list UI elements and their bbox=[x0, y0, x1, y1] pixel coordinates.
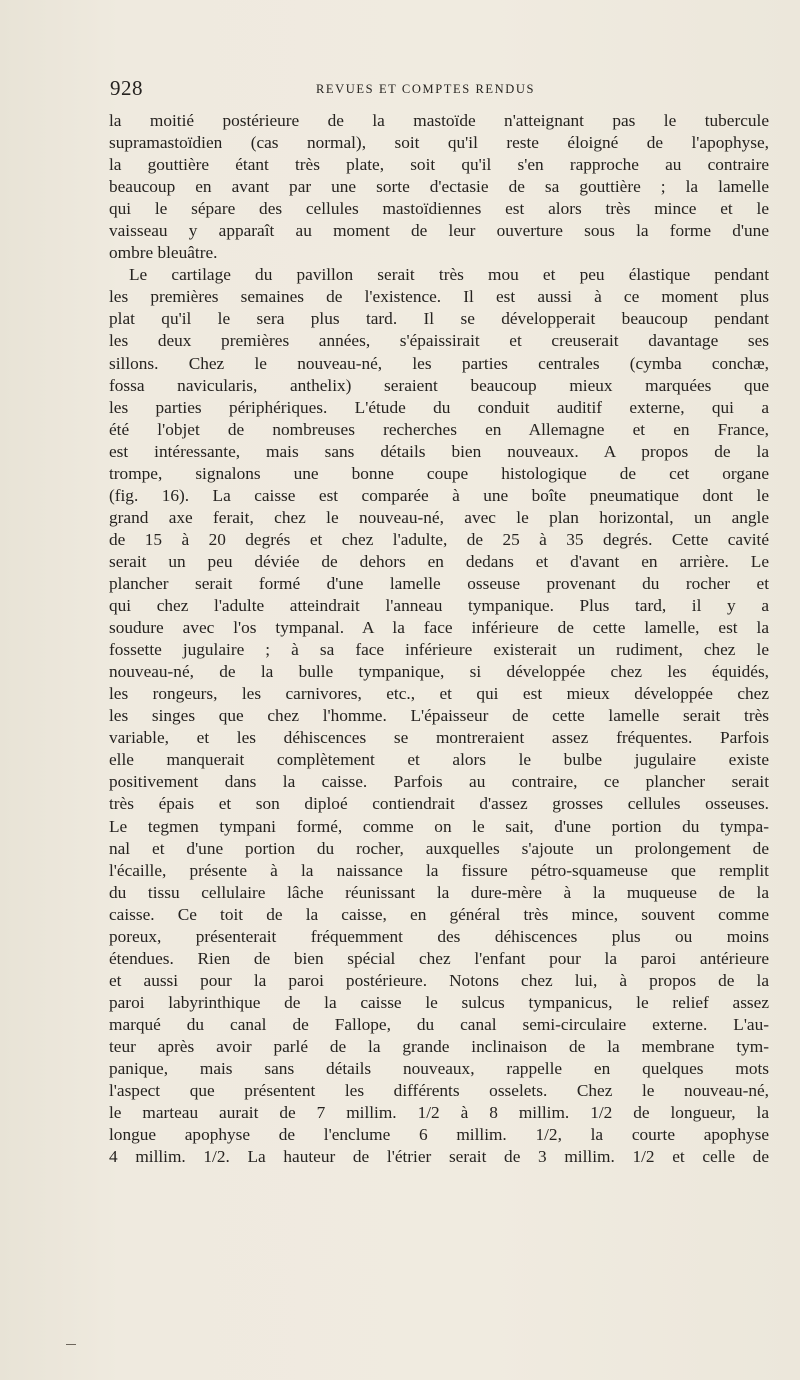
text-line: vaisseau y apparaît au moment de leur ouverture sous la forme d'une bbox=[109, 221, 769, 241]
page-header bbox=[110, 76, 770, 106]
text-line: poreux, présenterait fréquemment des déhiscences plus ou moins bbox=[109, 926, 769, 946]
text-line: panique, mais sans détails nouveaux, rappelle en quelques mots bbox=[109, 1059, 769, 1079]
text-line: beaucoup en avant par une sorte d'ectasie de sa gouttière ; la lamelle bbox=[109, 177, 769, 197]
text-line: qui chez l'adulte atteindrait l'anneau tympanique. Plus tard, il y a bbox=[109, 596, 769, 616]
text-line: nal et d'une portion du rocher, auxquelles s'ajoute un prolongement de bbox=[109, 838, 769, 858]
text-line: les parties périphériques. L'étude du conduit auditif externe, qui a bbox=[109, 397, 769, 417]
text-line: l'écaille, présente à la naissance la fissure pétro-squameuse que remplit bbox=[109, 860, 769, 880]
text-line: la gouttière étant très plate, soit qu'il s'en rapproche au contraire bbox=[109, 155, 769, 175]
text-line: les deux premières années, s'épaissirait et creuserait davantage ses bbox=[109, 331, 769, 351]
text-line: soudure avec l'os tympanal. A la face inférieure de cette lamelle, est la bbox=[109, 618, 769, 638]
text-line: l'aspect que présentent les différents osselets. Chez le nouveau-né, bbox=[109, 1081, 769, 1101]
text-line: longue apophyse de l'enclume 6 millim. 1/2, la courte apophyse bbox=[109, 1125, 769, 1145]
text-line: trompe, signalons une bonne coupe histologique de cet organe bbox=[109, 463, 769, 483]
text-line: fossette jugulaire ; à sa face inférieure existerait un rudiment, chez le bbox=[109, 640, 769, 660]
text-line: et aussi pour la paroi postérieure. Notons chez lui, à propos de la bbox=[109, 970, 769, 990]
text-line: est intéressante, mais sans détails bien nouveaux. A propos de la bbox=[109, 441, 769, 461]
text-line: le marteau aurait de 7 millim. 1/2 à 8 millim. 1/2 de longueur, la bbox=[109, 1103, 769, 1123]
text-line: paroi labyrinthique de la caisse le sulcus tympanicus, le relief assez bbox=[109, 992, 769, 1012]
text-line: (fig. 16). La caisse est comparée à une boîte pneumatique dont le bbox=[109, 485, 769, 505]
text-line: fossa navicularis, anthelix) seraient beaucoup mieux marquées que bbox=[109, 375, 769, 395]
text-line: nouveau-né, de la bulle tympanique, si développée chez les équidés, bbox=[109, 662, 769, 682]
text-line: de 15 à 20 degrés et chez l'adulte, de 25 à 35 degrés. Cette cavité bbox=[109, 529, 769, 549]
text-line: marqué du canal de Fallope, du canal semi-circulaire externe. L'au- bbox=[109, 1014, 769, 1034]
text-line: serait un peu déviée de dehors en dedans et d'avant en arrière. Le bbox=[109, 551, 769, 571]
text-line: qui le sépare des cellules mastoïdiennes est alors très mince et le bbox=[109, 199, 769, 219]
text-line: caisse. Ce toit de la caisse, en général très mince, souvent comme bbox=[109, 904, 769, 924]
text-line: étendues. Rien de bien spécial chez l'enfant pour la paroi antérieure bbox=[109, 948, 769, 968]
text-line: du tissu cellulaire lâche réunissant la dure-mère à la muqueuse de la bbox=[109, 882, 769, 902]
text-line: sillons. Chez le nouveau-né, les parties centrales (cymba conchæ, bbox=[109, 353, 769, 373]
text-line: variable, et les déhiscences se montreraient assez fréquentes. Parfois bbox=[109, 728, 769, 748]
text-line: très épais et son diploé contiendrait d'assez grosses cellules osseuses. bbox=[109, 794, 769, 814]
text-line: plat qu'il le sera plus tard. Il se développerait beaucoup pendant bbox=[109, 309, 769, 329]
text-line: les premières semaines de l'existence. Il est aussi à ce moment plus bbox=[109, 287, 769, 307]
text-line: ombre bleuâtre. bbox=[109, 243, 218, 263]
body-text bbox=[109, 110, 769, 1168]
text-line: teur après avoir parlé de la grande inclinaison de la membrane tym- bbox=[109, 1036, 769, 1056]
text-line: les rongeurs, les carnivores, etc., et qui est mieux développée chez bbox=[109, 684, 769, 704]
text-line: grand axe ferait, chez le nouveau-né, avec le plan horizontal, un angle bbox=[109, 507, 769, 527]
text-line: supramastoïdien (cas normal), soit qu'il reste éloigné de l'apophyse, bbox=[109, 133, 769, 153]
text-line: Le cartilage du pavillon serait très mou et peu élastique pendant bbox=[129, 265, 769, 285]
running-title: REVUES ET COMPTES RENDUS bbox=[316, 82, 536, 96]
text-line: plancher serait formé d'une lamelle osseuse provenant du rocher et bbox=[109, 573, 769, 593]
text-line: 4 millim. 1/2. La hauteur de l'étrier serait de 3 millim. 1/2 et celle de bbox=[109, 1147, 769, 1167]
margin-mark bbox=[66, 1344, 76, 1345]
text-line: été l'objet de nombreuses recherches en Allemagne et en France, bbox=[109, 419, 769, 439]
text-line: positivement dans la caisse. Parfois au contraire, ce plancher serait bbox=[109, 772, 769, 792]
page-number: 928 bbox=[110, 76, 143, 100]
text-line: la moitié postérieure de la mastoïde n'atteignant pas le tubercule bbox=[109, 111, 769, 130]
text-line: Le tegmen tympani formé, comme on le sait, d'une portion du tympa- bbox=[109, 816, 769, 836]
text-line: elle manquerait complètement et alors le bulbe jugulaire existe bbox=[109, 750, 769, 770]
text-line: les singes que chez l'homme. L'épaisseur de cette lamelle serait très bbox=[109, 706, 769, 726]
